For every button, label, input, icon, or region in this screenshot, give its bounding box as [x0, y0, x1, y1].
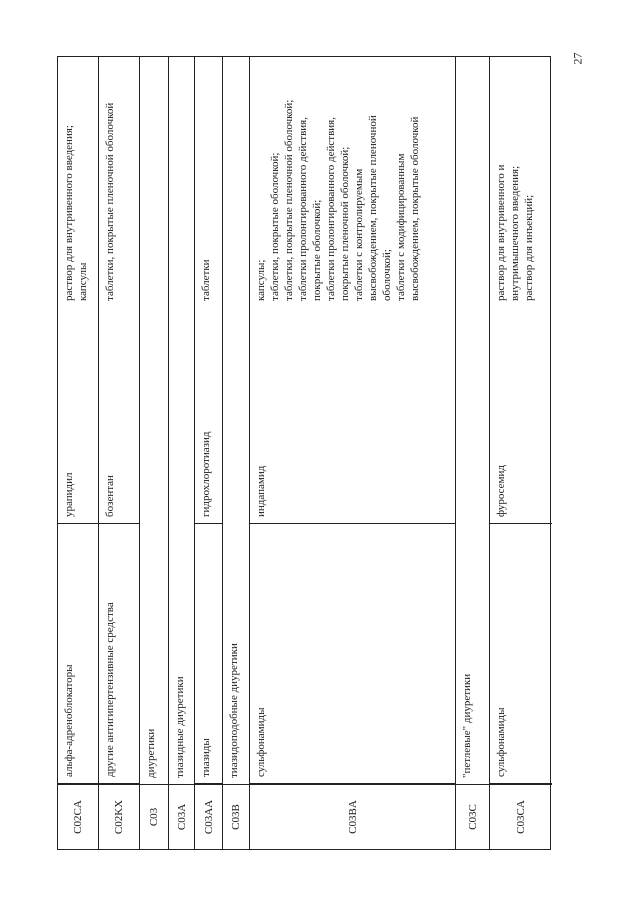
- atc-code: C03BA: [346, 800, 359, 834]
- group-name: тиазиды: [200, 738, 212, 777]
- atc-code: C03A: [175, 803, 188, 831]
- dosage-form-line: таблетки с контролируемым: [353, 168, 365, 301]
- forms-cell: [250, 57, 455, 305]
- code-cell: [58, 784, 98, 849]
- atc-code: C02KX: [113, 799, 125, 835]
- table-row: [169, 57, 195, 849]
- atc-code: C03B: [230, 804, 242, 830]
- table-row: [140, 57, 169, 849]
- dosage-form-line: капсулы: [77, 262, 89, 301]
- dosage-form-line: внутримышечного введения;: [509, 165, 521, 301]
- dosage-form-line: раствор для внутривенного и: [495, 164, 507, 301]
- group-cell: [58, 524, 98, 784]
- table-row: [456, 57, 490, 849]
- atc-code: C03C: [466, 804, 479, 830]
- drug-name: фуросемид: [495, 465, 507, 517]
- group-cell: [99, 524, 139, 784]
- dosage-form-line: оболочкой;: [381, 249, 393, 301]
- group-cell: [456, 55, 489, 784]
- drug-name: индапамид: [255, 465, 267, 517]
- drug-cell: [490, 304, 552, 524]
- page-number: 27: [570, 52, 585, 64]
- group-name: альфа-адреноблокаторы: [63, 664, 75, 777]
- group-cell: [140, 55, 168, 784]
- dosage-form-line: таблетки, покрытые оболочкой;: [269, 152, 281, 301]
- group-name: сульфонамиды: [495, 707, 507, 777]
- atc-code: C02CA: [72, 800, 84, 834]
- dosage-form-line: таблетки, покрытые пленочной оболочкой: [104, 102, 116, 301]
- drug-name: бозентан: [104, 475, 116, 517]
- drug-name: гидрохлоротиазид: [200, 431, 212, 517]
- group-name: тиазидоподобные диуретики: [228, 643, 240, 778]
- code-cell: [456, 784, 489, 849]
- code-cell: [195, 784, 222, 849]
- dosage-form-line: таблетки пролонгированного действия,: [325, 117, 337, 301]
- drug-cell: [250, 304, 455, 524]
- dosage-form-line: таблетки пролонгированного действия,: [297, 117, 309, 301]
- forms-cell: [58, 57, 98, 305]
- forms-cell: [195, 57, 222, 305]
- code-cell: [169, 784, 194, 849]
- code-cell: [223, 784, 249, 849]
- code-cell: [490, 784, 552, 849]
- dosage-form-line: капсулы;: [255, 259, 267, 301]
- drug-name: урапидил: [63, 472, 75, 517]
- forms-cell: [99, 57, 139, 305]
- table-row: [250, 57, 456, 849]
- group-name: тиазидные диуретики: [174, 676, 186, 778]
- group-cell: [169, 55, 194, 784]
- table-row: [223, 57, 250, 849]
- dosage-form-line: таблетки, покрытые пленочной оболочкой;: [283, 99, 295, 301]
- group-name: другие антигипертензивные средства: [104, 602, 116, 777]
- drug-cell: [195, 304, 222, 524]
- group-name: "петлевые" диуретики: [461, 673, 473, 778]
- dosage-form-line: таблетки: [200, 259, 212, 301]
- atc-code: C03AA: [202, 799, 215, 835]
- code-cell: [99, 784, 139, 849]
- drug-table: [57, 56, 551, 850]
- forms-cell: [490, 57, 552, 305]
- code-cell: [140, 784, 168, 849]
- dosage-form-line: таблетки с модифицированным: [395, 153, 407, 301]
- group-cell: [250, 524, 455, 784]
- table-row: [99, 57, 140, 849]
- group-cell: [490, 524, 552, 784]
- code-cell: [250, 784, 455, 849]
- dosage-form-line: покрытые пленочной оболочкой;: [339, 146, 351, 301]
- dosage-form-line: высвобождением, покрытые оболочкой: [409, 116, 421, 301]
- dosage-form-line: покрытые оболочкой;: [311, 199, 323, 301]
- table-row: [58, 57, 99, 849]
- group-cell: [195, 524, 222, 784]
- group-cell: [223, 55, 249, 784]
- group-name: диуретики: [145, 728, 157, 778]
- dosage-form-line: раствор для внутривенного введения;: [63, 125, 75, 301]
- table-row: [195, 57, 223, 849]
- atc-code: C03CA: [515, 800, 527, 834]
- drug-cell: [58, 304, 98, 524]
- dosage-form-line: высвобождением, покрытые пленочной: [367, 115, 379, 301]
- atc-code: C03: [148, 807, 160, 827]
- group-name: сульфонамиды: [255, 707, 267, 777]
- dosage-form-line: раствор для инъекций;: [523, 194, 535, 301]
- drug-cell: [99, 304, 139, 524]
- table-row: [490, 57, 552, 849]
